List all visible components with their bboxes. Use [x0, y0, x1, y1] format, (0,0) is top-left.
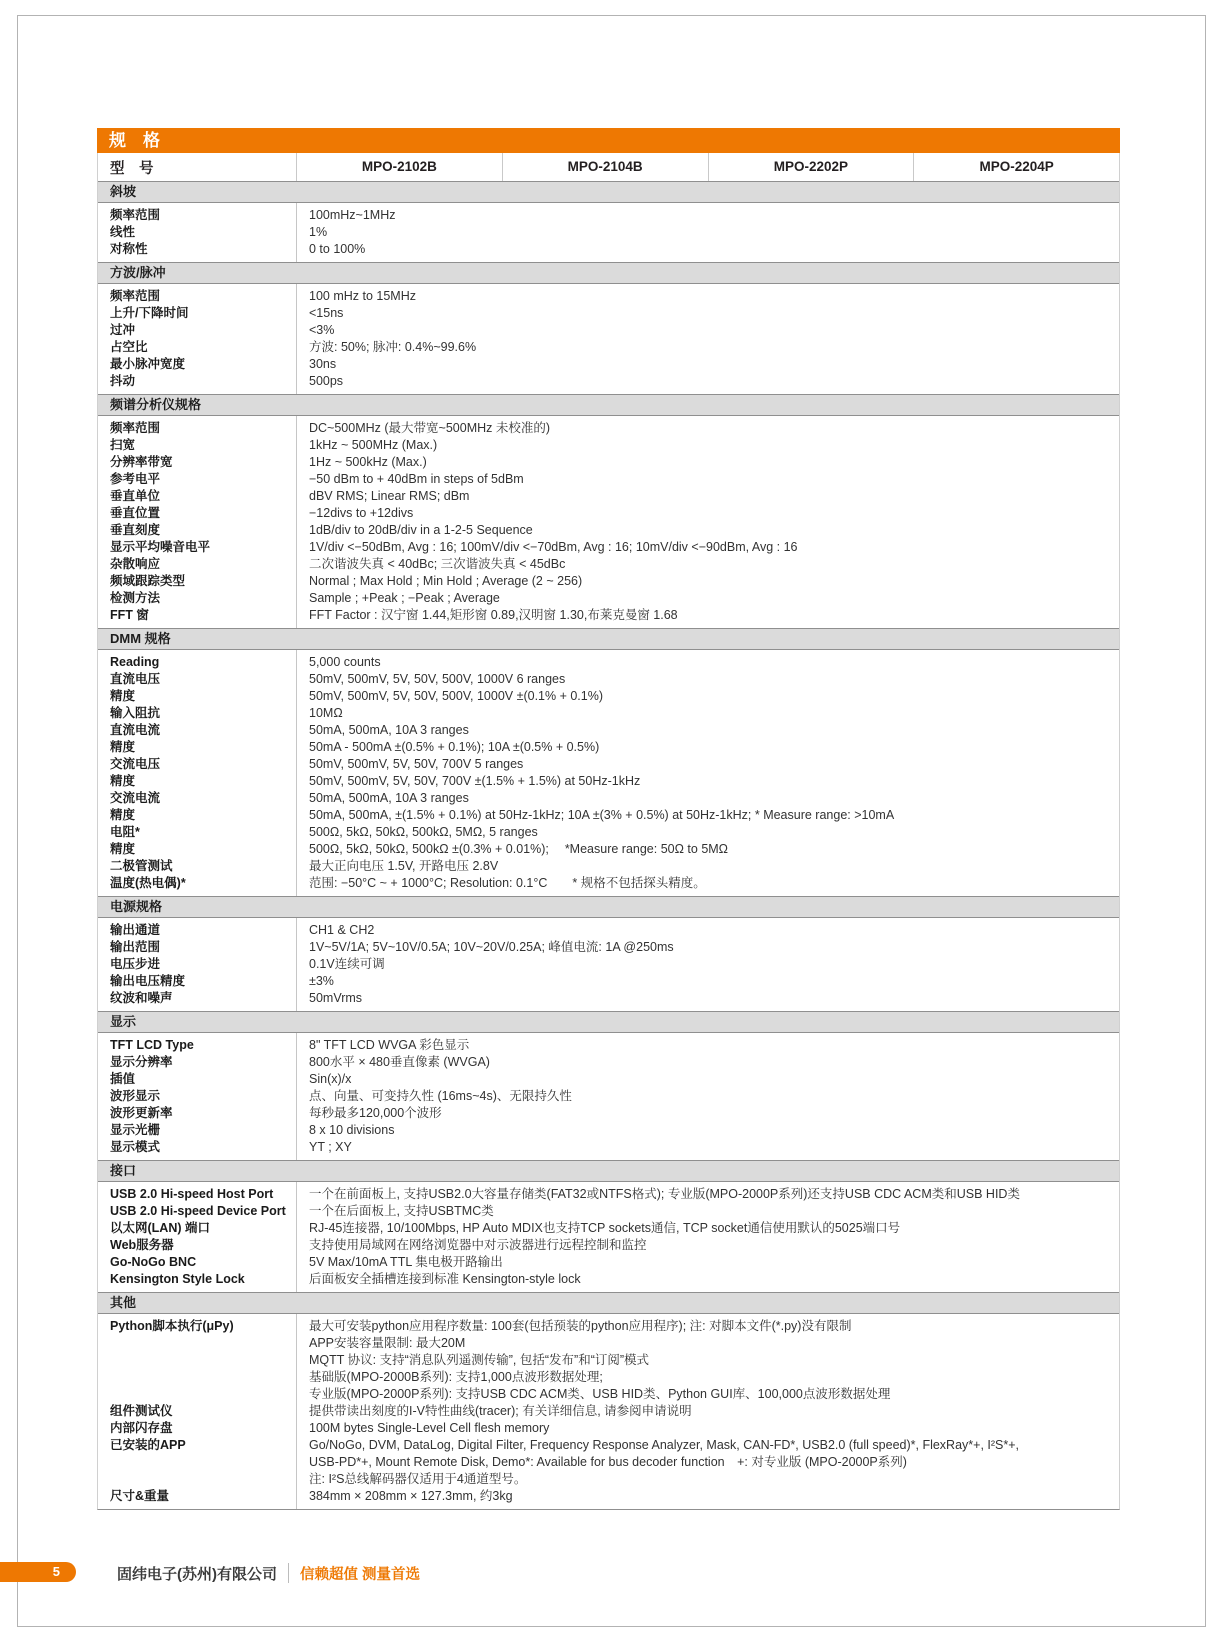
spec-label: 垂直刻度: [110, 523, 161, 537]
spec-value-line: 提供带读出刻度的I-V特性曲线(tracer); 有关详细信息, 请参阅申请说明: [309, 1404, 692, 1418]
spec-values: [296, 207, 1119, 224]
spec-row: [98, 420, 1119, 437]
section-title: 其他: [98, 1292, 1119, 1314]
spec-values: [296, 824, 1119, 841]
spec-value-line: Sample ; +Peak ; −Peak ; Average: [309, 591, 500, 605]
section-content: [98, 1314, 1119, 1509]
model-cells: [296, 153, 1119, 181]
spec-values: [296, 356, 1119, 373]
spec-value-line: 1Hz ~ 500kHz (Max.): [309, 455, 427, 469]
spec-value-line: 50mV, 500mV, 5V, 50V, 500V, 1000V ±(0.1% + 0.1%): [309, 689, 604, 703]
spec-value-line: 8" TFT LCD WVGA 彩色显示: [309, 1038, 470, 1052]
spec-label: 尺寸&重量: [110, 1489, 170, 1503]
spec-row: [98, 471, 1119, 488]
spec-label: 频率范围: [110, 421, 161, 435]
spec-value-line: 500Ω, 5kΩ, 50kΩ, 500kΩ ±(0.3% + 0.01%); *Measure range: 50Ω to 5MΩ: [309, 842, 729, 856]
spec-label: 显示平均噪音电平: [110, 540, 211, 554]
spec-row: [98, 807, 1119, 824]
spec-row: [98, 1403, 1119, 1420]
spec-values: [296, 858, 1119, 875]
spec-value-line: <3%: [309, 323, 335, 337]
spec-label: USB 2.0 Hi-speed Device Port: [110, 1204, 286, 1218]
spec-values: [296, 590, 1119, 607]
spec-values: [296, 1271, 1119, 1288]
spec-value-line: 30ns: [309, 357, 337, 371]
spec-label: 电阻*: [110, 825, 140, 839]
spec-values: [296, 688, 1119, 705]
spec-row: [98, 722, 1119, 739]
spec-value-line: <15ns: [309, 306, 344, 320]
spec-row: [98, 556, 1119, 573]
spec-section: [98, 394, 1119, 628]
section-content: [98, 918, 1119, 1011]
spec-label: 温度(热电偶)*: [110, 876, 186, 890]
spec-values: [296, 773, 1119, 790]
spec-value-line: CH1 & CH2: [309, 923, 375, 937]
spec-values: [296, 1420, 1119, 1437]
spec-row: [98, 1105, 1119, 1122]
section-title: 频谱分析仪规格: [98, 394, 1119, 416]
spec-row: [98, 956, 1119, 973]
spec-values: [296, 1403, 1119, 1420]
spec-value-line: 100 mHz to 15MHz: [309, 289, 416, 303]
spec-value-line: 50mA - 500mA ±(0.5% + 0.1%); 10A ±(0.5% + 0.5%): [309, 740, 600, 754]
section-content: [98, 650, 1119, 896]
spec-label: TFT LCD Type: [110, 1038, 194, 1052]
spec-values: [296, 1122, 1119, 1139]
section-title: 斜坡: [98, 181, 1119, 203]
spec-values: [296, 241, 1119, 258]
spec-row: [98, 224, 1119, 241]
spec-value-line: 1V/div <−50dBm, Avg : 16; 100mV/div <−70dBm, Avg : 16; 10mV/div <−90dBm, Avg : 16: [309, 540, 798, 554]
column-divider: [296, 1314, 297, 1509]
spec-value-line: Normal ; Max Hold ; Min Hold ; Average (2 ~ 256): [309, 574, 583, 588]
spec-values: [296, 990, 1119, 1007]
spec-label: 杂散响应: [110, 557, 161, 571]
section-content: [98, 1033, 1119, 1160]
spec-values: [296, 756, 1119, 773]
spec-label: 交流电流: [110, 791, 161, 805]
spec-label: Web服务器: [110, 1238, 174, 1252]
spec-row: [98, 654, 1119, 671]
spec-value-line: 注: I²S总线解码器仅适用于4通道型号。: [309, 1472, 527, 1486]
spec-row: [98, 1054, 1119, 1071]
spec-value-line: 50mV, 500mV, 5V, 50V, 700V ±(1.5% + 1.5%) at 50Hz-1kHz: [309, 774, 641, 788]
spec-values: [296, 420, 1119, 437]
column-divider: [296, 284, 297, 394]
spec-label: Python脚本执行(μPy): [110, 1319, 234, 1333]
section-title: DMM 规格: [98, 628, 1119, 650]
spec-row: [98, 454, 1119, 471]
spec-values: [296, 973, 1119, 990]
spec-label: 以太网(LAN) 端口: [110, 1221, 210, 1235]
spec-label: 输出电压精度: [110, 974, 186, 988]
spec-value-line: 一个在后面板上, 支持USBTMC类: [309, 1204, 494, 1218]
spec-label: 输出通道: [110, 923, 161, 937]
spec-values: [296, 875, 1119, 892]
spec-table: [97, 128, 1120, 1510]
spec-values: [296, 224, 1119, 241]
spec-value-line: 5,000 counts: [309, 655, 381, 669]
footer-text: [117, 1560, 420, 1586]
spec-values: [296, 1437, 1119, 1488]
spec-value-line: 50mA, 500mA, ±(1.5% + 0.1%) at 50Hz-1kHz; 10A ±(3% + 0.5%) at 50Hz-1kHz; * Measure range: >10mA: [309, 808, 895, 822]
spec-values: [296, 705, 1119, 722]
spec-label: 插值: [110, 1072, 136, 1086]
spec-values: [296, 1488, 1119, 1505]
column-divider: [296, 1182, 297, 1292]
spec-values: [296, 505, 1119, 522]
spec-values: [296, 556, 1119, 573]
model-row-label: 型 号: [110, 160, 154, 177]
spec-value-line: RJ-45连接器, 10/100Mbps, HP Auto MDIX也支持TCP sockets通信, TCP socket通信使用默认的5025端口号: [309, 1221, 901, 1235]
spec-value-line: 500Ω, 5kΩ, 50kΩ, 500kΩ, 5MΩ, 5 ranges: [309, 825, 538, 839]
spec-values: [296, 1237, 1119, 1254]
spec-value-line: 1kHz ~ 500MHz (Max.): [309, 438, 438, 452]
spec-values: [296, 539, 1119, 556]
spec-row: [98, 373, 1119, 390]
spec-value-line: APP安装容量限制: 最大20M: [309, 1336, 466, 1350]
spec-label: 显示光栅: [110, 1123, 161, 1137]
spec-values: [296, 1054, 1119, 1071]
spec-value-line: 500ps: [309, 374, 344, 388]
spec-value-line: 0 to 100%: [309, 242, 366, 256]
spec-label: 输出范围: [110, 940, 161, 954]
page-number: 5: [52, 1564, 60, 1579]
spec-label: 最小脉冲宽度: [110, 357, 186, 371]
spec-label: 精度: [110, 774, 136, 788]
model-name: MPO-2202P: [708, 153, 914, 181]
spec-label: 垂直单位: [110, 489, 161, 503]
spec-label: 频率范围: [110, 208, 161, 222]
column-divider: [296, 416, 297, 628]
spec-row: [98, 1237, 1119, 1254]
spec-section: [98, 1011, 1119, 1160]
spec-row: [98, 241, 1119, 258]
spec-row: [98, 1203, 1119, 1220]
spec-value-line: FFT Factor : 汉宁窗 1.44,矩形窗 0.89,汉明窗 1.30,布莱克曼窗 1.68: [309, 608, 678, 622]
spec-values: [296, 1254, 1119, 1271]
spec-label: 线性: [110, 225, 136, 239]
page-footer: [0, 1560, 1225, 1586]
footer-divider: [288, 1563, 289, 1583]
spec-values: [296, 437, 1119, 454]
spec-label: 参考电平: [110, 472, 161, 486]
spec-label: 频率范围: [110, 289, 161, 303]
spec-label: 纹波和噪声: [110, 991, 173, 1005]
spec-label: 内部闪存盘: [110, 1421, 173, 1435]
spec-section: [98, 1292, 1119, 1509]
spec-value-line: 范围: −50°C ~ + 1000°C; Resolution: 0.1°C * 规格不包括探头精度。: [309, 876, 706, 890]
spec-label: 分辨率带宽: [110, 455, 173, 469]
spec-label: 已安装的APP: [110, 1438, 186, 1452]
page-number-tab: [0, 1562, 76, 1582]
spec-values: [296, 373, 1119, 390]
spec-values: [296, 1318, 1119, 1403]
spec-row: [98, 437, 1119, 454]
spec-value-line: Go/NoGo, DVM, DataLog, Digital Filter, Frequency Response Analyzer, Mask, CAN-FD*, USB2.0 (full speed)*, FlexRay*+, I²S*+,: [309, 1438, 1020, 1452]
spec-label: 显示分辨率: [110, 1055, 173, 1069]
spec-label: Kensington Style Lock: [110, 1272, 245, 1286]
spec-value-line: 基础版(MPO-2000B系列): 支持1,000点波形数据处理;: [309, 1370, 603, 1384]
spec-value-line: 800水平 × 480垂直像素 (WVGA): [309, 1055, 490, 1069]
spec-values: [296, 722, 1119, 739]
spec-row: [98, 1488, 1119, 1505]
spec-value-line: −50 dBm to + 40dBm in steps of 5dBm: [309, 472, 524, 486]
spec-label: 对称性: [110, 242, 148, 256]
spec-row: [98, 488, 1119, 505]
spec-label: 显示模式: [110, 1140, 161, 1154]
section-content: [98, 416, 1119, 628]
spec-value-line: 一个在前面板上, 支持USB2.0大容量存储类(FAT32或NTFS格式); 专业版(MPO-2000P系列)还支持USB CDC ACM类和USB HID类: [309, 1187, 1020, 1201]
model-name: MPO-2102B: [296, 153, 502, 181]
spec-row: [98, 1139, 1119, 1156]
spec-value-line: 50mA, 500mA, 10A 3 ranges: [309, 723, 469, 737]
spec-row: [98, 1186, 1119, 1203]
spec-label: 抖动: [110, 374, 136, 388]
spec-value-line: YT ; XY: [309, 1140, 352, 1154]
spec-values: [296, 305, 1119, 322]
spec-value-line: ±3%: [309, 974, 334, 988]
section-title: 接口: [98, 1160, 1119, 1182]
spec-values: [296, 522, 1119, 539]
spec-values: [296, 807, 1119, 824]
spec-row: [98, 573, 1119, 590]
spec-row: [98, 1318, 1119, 1403]
spec-values: [296, 1037, 1119, 1054]
column-divider: [296, 203, 297, 262]
spec-value-line: 50mA, 500mA, 10A 3 ranges: [309, 791, 469, 805]
spec-value-line: 5V Max/10mA TTL 集电极开路输出: [309, 1255, 503, 1269]
spec-values: [296, 1105, 1119, 1122]
spec-values: [296, 671, 1119, 688]
spec-value-line: DC~500MHz (最大带宽~500MHz 未校准的): [309, 421, 551, 435]
spec-row: [98, 1254, 1119, 1271]
spec-values: [296, 488, 1119, 505]
spec-row: [98, 790, 1119, 807]
spec-row: [98, 356, 1119, 373]
spec-label: 二极管测试: [110, 859, 173, 873]
spec-value-line: Sin(x)/x: [309, 1072, 352, 1086]
spec-row: [98, 505, 1119, 522]
spec-label: 电压步进: [110, 957, 161, 971]
section-title: 显示: [98, 1011, 1119, 1033]
spec-value-line: 每秒最多120,000个波形: [309, 1106, 442, 1120]
spec-values: [296, 956, 1119, 973]
spec-section: [98, 628, 1119, 896]
spec-value-line: 最大可安装python应用程序数量: 100套(包括预装的python应用程序); 注: 对脚本文件(*.py)没有限制: [309, 1319, 852, 1333]
spec-row: [98, 841, 1119, 858]
spec-label: 垂直位置: [110, 506, 161, 520]
spec-values: [296, 454, 1119, 471]
spec-label: 直流电流: [110, 723, 161, 737]
footer-company: 固纬电子(苏州)有限公司: [117, 1565, 277, 1583]
spec-value-line: 点、向量、可变持久性 (16ms~4s)、无限持久性: [309, 1089, 572, 1103]
spec-row: [98, 1088, 1119, 1105]
spec-label: 扫宽: [110, 438, 136, 452]
spec-values: [296, 841, 1119, 858]
spec-value-line: 50mV, 500mV, 5V, 50V, 500V, 1000V 6 ranges: [309, 672, 566, 686]
spec-label: 直流电压: [110, 672, 161, 686]
spec-values: [296, 1220, 1119, 1237]
spec-row: [98, 305, 1119, 322]
spec-label: 上升/下降时间: [110, 306, 189, 320]
spec-values: [296, 790, 1119, 807]
spec-row: [98, 1437, 1119, 1488]
spec-label: 精度: [110, 842, 136, 856]
spec-row: [98, 1220, 1119, 1237]
spec-row: [98, 590, 1119, 607]
spec-value-line: 50mV, 500mV, 5V, 50V, 700V 5 ranges: [309, 757, 524, 771]
spec-values: [296, 922, 1119, 939]
spec-row: [98, 824, 1119, 841]
section-content: [98, 1182, 1119, 1292]
spec-values: [296, 322, 1119, 339]
spec-label: 精度: [110, 689, 136, 703]
spec-value-line: −12divs to +12divs: [309, 506, 414, 520]
spec-values: [296, 1203, 1119, 1220]
spec-values: [296, 288, 1119, 305]
spec-value-line: USB-PD*+, Mount Remote Disk, Demo*: Available for bus decoder function +: 对专业版 (MPO-2000P系列): [309, 1455, 907, 1469]
spec-values: [296, 1186, 1119, 1203]
spec-value-line: 专业版(MPO-2000P系列): 支持USB CDC ACM类、USB HID类、Python GUI库、100,000点波形数据处理: [309, 1387, 891, 1401]
spec-label: Go-NoGo BNC: [110, 1255, 197, 1269]
spec-table-title: 规 格: [97, 128, 1120, 153]
spec-label: 过冲: [110, 323, 136, 337]
spec-row: [98, 1271, 1119, 1288]
column-divider: [296, 1033, 297, 1160]
spec-row: [98, 858, 1119, 875]
spec-values: [296, 607, 1119, 624]
spec-values: [296, 939, 1119, 956]
spec-values: [296, 654, 1119, 671]
spec-row: [98, 922, 1119, 939]
spec-row: [98, 207, 1119, 224]
spec-row: [98, 705, 1119, 722]
spec-row: [98, 939, 1119, 956]
spec-label: FFT 窗: [110, 608, 149, 622]
spec-value-line: 支持使用局域网在网络浏览器中对示波器进行远程控制和监控: [309, 1238, 647, 1252]
spec-row: [98, 607, 1119, 624]
spec-section: [98, 1160, 1119, 1292]
model-name: MPO-2204P: [913, 153, 1119, 181]
spec-row: [98, 671, 1119, 688]
spec-row: [98, 539, 1119, 556]
model-name: MPO-2104B: [502, 153, 708, 181]
spec-label: 组件测试仪: [110, 1404, 173, 1418]
spec-row: [98, 322, 1119, 339]
spec-row: [98, 1037, 1119, 1054]
section-title: 方波/脉冲: [98, 262, 1119, 284]
spec-label: 频域跟踪类型: [110, 574, 186, 588]
spec-label: 交流电压: [110, 757, 161, 771]
spec-values: [296, 1088, 1119, 1105]
spec-row: [98, 1122, 1119, 1139]
spec-label: Reading: [110, 655, 160, 669]
spec-value-line: 10MΩ: [309, 706, 343, 720]
spec-value-line: 最大正向电压 1.5V, 开路电压 2.8V: [309, 859, 499, 873]
spec-values: [296, 1139, 1119, 1156]
spec-value-line: 0.1V连续可调: [309, 957, 385, 971]
spec-row: [98, 1071, 1119, 1088]
spec-value-line: 100mHz~1MHz: [309, 208, 396, 222]
spec-row: [98, 875, 1119, 892]
spec-row: [98, 688, 1119, 705]
spec-label: USB 2.0 Hi-speed Host Port: [110, 1187, 274, 1201]
spec-row: [98, 522, 1119, 539]
spec-label: 占空比: [110, 340, 148, 354]
spec-label: 检测方法: [110, 591, 161, 605]
spec-section: [98, 896, 1119, 1011]
spec-value-line: 1V~5V/1A; 5V~10V/0.5A; 10V~20V/0.25A; 峰值电流: 1A @250ms: [309, 940, 674, 954]
spec-row: [98, 773, 1119, 790]
section-content: [98, 203, 1119, 262]
spec-value-line: 方波: 50%; 脉冲: 0.4%~99.6%: [309, 340, 477, 354]
spec-values: [296, 471, 1119, 488]
spec-row: [98, 288, 1119, 305]
spec-value-line: 8 x 10 divisions: [309, 1123, 395, 1137]
section-title: 电源规格: [98, 896, 1119, 918]
spec-value-line: 100M bytes Single-Level Cell flesh memory: [309, 1421, 550, 1435]
spec-label: 输入阻抗: [110, 706, 161, 720]
spec-value-line: 384mm × 208mm × 127.3mm, 约3kg: [309, 1489, 513, 1503]
spec-value-line: 二次谐波失真 < 40dBc; 三次谐波失真 < 45dBc: [309, 557, 566, 571]
spec-label: 精度: [110, 740, 136, 754]
column-divider: [296, 918, 297, 1011]
spec-row: [98, 973, 1119, 990]
spec-label: 精度: [110, 808, 136, 822]
spec-label: 波形显示: [110, 1089, 161, 1103]
spec-section: [98, 262, 1119, 394]
model-row: [97, 153, 1120, 181]
spec-value-line: 1%: [309, 225, 328, 239]
spec-row: [98, 990, 1119, 1007]
spec-value-line: dBV RMS; Linear RMS; dBm: [309, 489, 470, 503]
spec-value-line: 后面板安全插槽连接到标准 Kensington-style lock: [309, 1272, 581, 1286]
spec-values: [296, 339, 1119, 356]
spec-value-line: 50mVrms: [309, 991, 363, 1005]
footer-slogan: 信赖超值 测量首选: [300, 1566, 421, 1583]
spec-values: [296, 573, 1119, 590]
spec-section: [98, 181, 1119, 262]
spec-row: [98, 739, 1119, 756]
spec-value-line: 1dB/div to 20dB/div in a 1-2-5 Sequence: [309, 523, 533, 537]
spec-row: [98, 1420, 1119, 1437]
spec-sections: [97, 181, 1120, 1510]
spec-values: [296, 1071, 1119, 1088]
spec-row: [98, 756, 1119, 773]
column-divider: [296, 650, 297, 896]
section-content: [98, 284, 1119, 394]
spec-row: [98, 339, 1119, 356]
spec-label: 波形更新率: [110, 1106, 173, 1120]
spec-values: [296, 739, 1119, 756]
spec-value-line: MQTT 协议: 支持“消息队列遥测传输”, 包括“发布”和“订阅”模式: [309, 1353, 650, 1367]
